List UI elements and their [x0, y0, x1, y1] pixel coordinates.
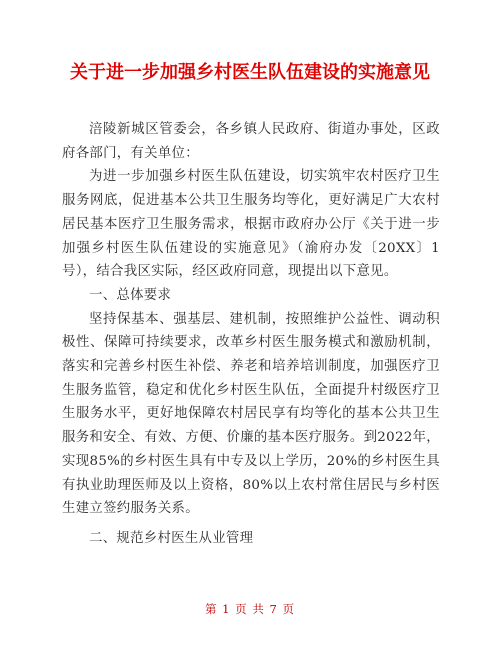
document-title: 关于进一步加强乡村医生队伍建设的实施意见 — [70, 62, 430, 83]
paragraph-general-requirements: 坚持保基本、强基层、建机制，按照维护公益性、调动积极性、保障可持续要求，改革乡村医生服务模式和激励机制，落实和完善乡村医生补偿、养老和培养培训制度，加强医疗卫生服务监管，稳定和优化乡村医生队伍，全面提升村级医疗卫生服务水平，更好地保障农村居民享有均等化的基本公共卫生服务和安全、有效、方便、价廉的基本医疗服务。到2022年，实现85%的乡村医生具有中专及以上学历，20%的乡村医生具有执业助理医师及以上资格，80%以上农村常住居民与乡村医生建立签约服务关系。 — [62, 311, 440, 517]
page-number: 第 1 页 共 7 页 — [205, 602, 295, 616]
section-heading-general-requirements: 一、总体要求 — [89, 287, 172, 303]
paragraph-intro: 为进一步加强乡村医生队伍建设，切实筑牢农村医疗卫生服务网底，促进基本公共卫生服务均等化，更好满足广大农村居民基本医疗卫生服务需求，根据市政府办公厅《关于进一步加强乡村医生队伍建设的实施意见》（渝府办发〔20XX〕1号），结合我区实际，经区政府同意，现提出以下意见。 — [62, 169, 440, 280]
salutation: 涪陵新城区管委会，各乡镇人民政府、街道办事处，区政府各部门，有关单位： — [62, 122, 440, 161]
section-heading-practice-management: 二、规范乡村医生从业管理 — [89, 530, 254, 546]
document-body — [62, 118, 440, 551]
